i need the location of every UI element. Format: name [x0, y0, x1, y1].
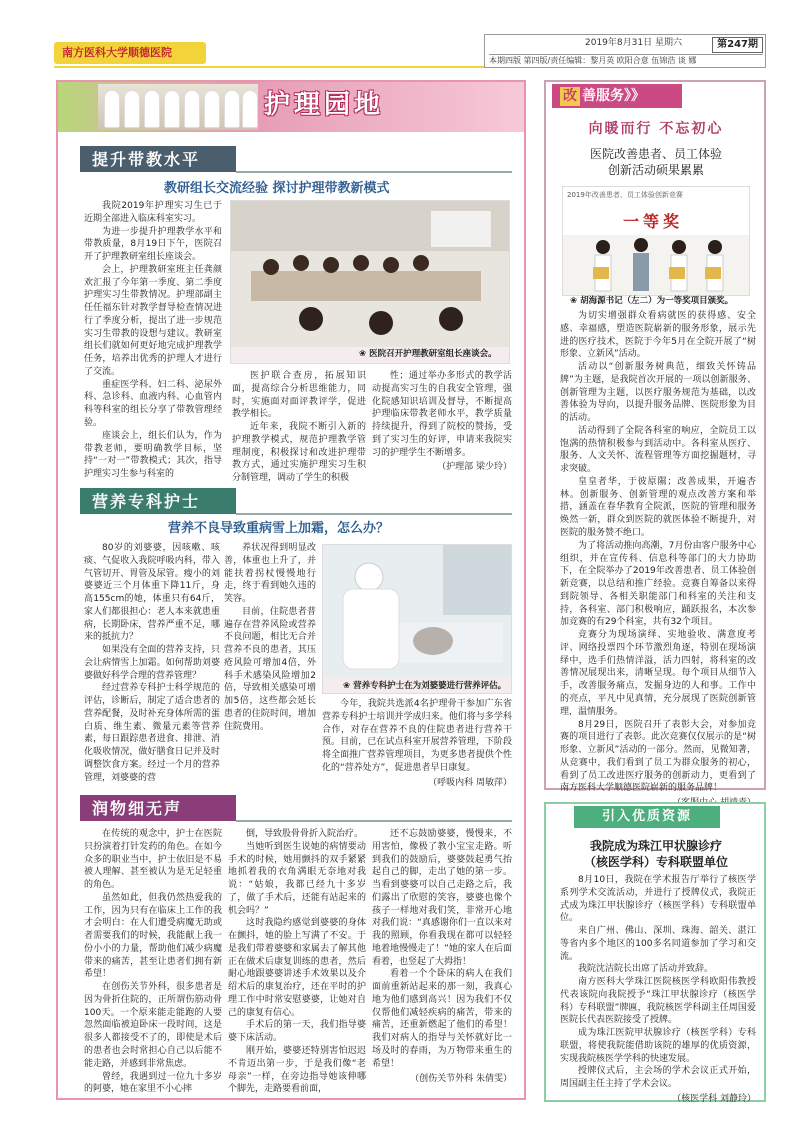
award-people [563, 235, 749, 295]
section-divider [236, 513, 512, 515]
paragraph: 为了将活动推向高潮，7月份由客户服务中心组织，并在宣传科、信息科等部门的大力协助下，在全院举办了2019年改善患者、员工体验创新竞赛，以总结和推广经验。竞赛自筹备以来得到院领导、各相关职能部门和科室的关注和支持，各科室、部门积极响应，踊跃报名，本次参加竞赛的有29个科室，共有32个项目。 [560, 540, 756, 628]
paragraph: 当她听到医生说她的病情要动手术的时候，她用颤抖的双手紧紧地抓着我的衣角满眼无奈地对我说：“姑娘，我都已经九十多岁了，做了手术后，还能有站起来的机会吗？” [228, 841, 366, 916]
paragraph: 重症医学科、妇二科、泌尿外科、急诊科、血液内科、心血管内科等科室的组长分享了带教管理经验。 [84, 379, 222, 429]
paragraph: 我院沈洁院长出席了活动并致辞。 [578, 964, 714, 975]
article-column [232, 370, 366, 484]
article-byline: （创伤关节外科 朱倩雯） [410, 1073, 512, 1084]
paragraph: 8月29日，医院召开了表彰大会，对参加竞赛的项目进行了表彰。此次竞赛仅仅展示的是“树形象、立新风”活动的一部分。然而，见微知著，从竞赛中，我们看到了员工为群众服务的初心，看到了员工改进医疗服务的创新动力，更看到了南方医科大学顺德医院崭新的服务品牌！ [560, 719, 756, 794]
issue-number: 第247期 [712, 37, 763, 53]
award-photo [562, 186, 750, 296]
nutrition-photo-image [323, 545, 511, 677]
caption-text: 营养专科护士在为刘婆婆进行营养评估。 [353, 681, 507, 691]
service-section-label [552, 84, 682, 108]
caption-text: 医院召开护理教研室组长座谈会。 [369, 349, 497, 359]
article-column [224, 542, 316, 738]
paragraph: 这时我隐约感觉到婆婆的身体在颤抖，她的脸上写满了不安。于是我们带着婆婆和家属去了解其他正在做术后康复训练的患者，然后耐心地跟婆婆讲述手术效果以及介绍术后的康复治疗，还在平时的护理工作中时常安慰婆婆，让她对自己的康复有信心。 [228, 918, 366, 1018]
paragraph: 竞赛分为现场演绎、实地验收、满意度考评、网络投票四个环节激烈角逐，特别在现场演绎中，选手们热情洋溢，活力四射，将科室的改善情况展现出来，清晰呈现。每个项目从细节入手，改善服务痛点，发掘身边的人和事。工作中的亮点，平凡中见真情，充分展现了医院创新管理，温情服务。 [560, 630, 756, 717]
service-subtitle [554, 146, 758, 178]
paragraph: 看着一个个卧床的病人在我们面前重新站起来的那一刻，我真心地为他们感到高兴！因为我们不仅仅帮他们减轻疾病的痛苦，带来的痛苦，还重新燃起了他们的希望！我们对病人的指导与关怀就好比一场及时的春雨，为万物带来重生的希望！ [372, 969, 512, 1069]
meeting-photo-caption [359, 349, 497, 360]
paragraph: 会上，护理教研室班主任龚颜欢汇报了今年第一季度、第二季度护理实习生带教情况。护理部副主任任福东针对教学督导检查情况进行了季度分析，提出了进一步规范实习生带教的设想与建议。教研室组长们就如何更好地完成护理教学任务，培养出优秀的护理人才进行了交流。 [84, 264, 222, 377]
paragraph: 还不忘鼓励婆婆，慢慢来，不用害怕，像极了教小宝宝走路。听到我们的鼓励后，婆婆鼓起勇气抬起自己的脚，走出了她的第一步。当看到婆婆可以自己走路之后，我们露出了欣慰的笑容，婆婆也像个孩子一样地对我们笑，非常开心地对我们说：“真感谢你们一直以来对我的照顾，你看我现在都可以轻轻地着地慢慢走了！”她的家人在后面看着，也竖起了大拇指！ [372, 829, 512, 967]
paragraph: 授牌仪式后，主会场的学术会议正式开始，周国副主任主持了学术会议。 [560, 1066, 756, 1090]
paragraph: 8月10日，我院在学术报告厅举行了核医学系列学术交流活动，并进行了授牌仪式，我院正式成为珠江甲状腺诊疗（核医学科）专科联盟单位。 [560, 875, 756, 924]
section-label-nutrition: 营养专科护士 [80, 488, 236, 514]
paragraph: 来自广州、佛山、深圳、珠海、韶关、湛江等省内多个地区的100多名同道参加了学习和交流。 [560, 926, 756, 962]
meeting-photo [230, 200, 510, 364]
subtitle-line: 医院改善患者、员工体验 [589, 147, 722, 161]
flower-icon: ❀ [570, 296, 581, 306]
section-divider [236, 820, 512, 822]
masthead [484, 34, 766, 68]
article-column [84, 542, 220, 794]
article-byline: （核医学科 刘静玲） [672, 1094, 756, 1105]
service-label-big: 改 [560, 87, 580, 106]
nurses-photo [98, 84, 258, 130]
paragraph: 手术后的第一天，我们指导婆婆下床活动。 [228, 1020, 366, 1044]
headline-line: （核医学科）专科联盟单位 [583, 855, 728, 870]
paragraph: 为进一步提升护理教学水平和带教质量，8月19日下午，医院召开了护理教研室组长座谈会。 [84, 226, 222, 263]
issue-date: 2019年8月31日 星期六 [585, 38, 682, 48]
logo-text: 南方医科大学顺德医院 [62, 46, 172, 59]
paragraph: 倒，导致股骨骨折入院治疗。 [246, 829, 364, 839]
paragraph: 近年来，我院不断引入新的护理教学模式，规范护理教学管理制度，积极探讨和改进护理带教方式，通过实施护理实习生积分制管理，调动了学生的积极 [232, 422, 366, 484]
paragraph: 成为珠江医院甲状腺诊疗（核医学科）专科联盟，将使我院能借助该院的雄厚的优质资源，实现我院核医学学科的快速发展。 [560, 1028, 756, 1064]
section-divider [236, 171, 512, 173]
paragraph: 南方医科大学珠江医院核医学科欧阳伟教授代表该院向我院授予“珠江甲状腺诊疗（核医学科）专科联盟”牌匾，我院核医学科副主任周国爱医院长代表医院接受了授牌。 [560, 977, 756, 1026]
hospital-logo [54, 42, 206, 64]
paragraph: 刚开始，婆婆还特别害怕迟迟不肯迈出第一步，于是我们像“老母亲”一样，在旁边指导她该伸哪个脚先，走路要看前面， [228, 1046, 366, 1095]
paragraph: 活动以“创新服务树典范，细致关怀铸品牌”为主题，是我院首次开展的一项以创新服务、创新管理为主题，以医疗服务规范为基础，以改善体验为导向，以提升服务品牌、医院形象为目的活动。 [560, 362, 756, 424]
paragraph: 我院2019年护理实习生已于近期全部进入临床科室实习。 [84, 201, 222, 224]
paragraph: 为切实增强群众看病就医的获得感、安全感、幸福感，塑造医院崭新的服务形象，展示先进的医疗技术，医院于今年5月在全院开展了“树形象、立新风”活动。 [560, 311, 756, 360]
resources-headline [556, 838, 756, 870]
article-column [322, 698, 512, 788]
header-divider [54, 66, 484, 68]
paragraph: 医护联合查房，拓展知识面，提高综合分析思维能力，同时，实施面对面评教评学，促进教学相长。 [232, 371, 366, 420]
service-slogan: 向暖而行 不忘初心 [588, 121, 724, 137]
section-label-teaching: 提升带教水平 [80, 146, 236, 172]
caption-text: 胡海源书记（左二）为一等奖项目颁奖。 [580, 296, 734, 306]
nutrition-photo [322, 544, 512, 694]
article-byline: （护理部 梁少玲） [437, 462, 512, 473]
nutrition-photo-caption [343, 681, 506, 692]
paragraph: 性；通过举办多形式的教学活动提高实习生的自我安全管理，强化院感知识培训及督导，不断提高护理临床带教老师水平，教学质量持续提升，得到了院校的赞扬，受到了实习生的好评，申请来我院实习的护理学生不断增多。 [372, 371, 512, 458]
subtitle-line: 创新活动硕果累累 [607, 163, 704, 178]
article-column [372, 370, 512, 480]
award-photo-caption [570, 296, 733, 307]
article-byline: （呼吸内科 周敏萍） [428, 777, 512, 788]
award-banner-text: 2019年改善患者、员工体验创新竞赛 [567, 191, 683, 199]
meeting-photo-image [231, 201, 509, 347]
resources-section-label: 引入优质资源 [574, 806, 720, 828]
resources-article [560, 874, 756, 1105]
article-column [84, 200, 222, 490]
paragraph: 座谈会上，组长们认为，作为带教老师，要明确教学目标，坚持“一对一”带教模式；其次，指导护理实习生参与科室的 [84, 430, 222, 480]
article-column [228, 828, 366, 1094]
paragraph: 养状况得到明显改善，体重也上升了，并能扶着拐杖慢慢地行走，终于看到她久违的笑容。 [224, 543, 316, 605]
flower-icon: ❀ [343, 681, 354, 691]
paragraph: 经过营养专科护士科学规范的评估，诊断后，制定了适合患者的营养配餐，及时补充身体所需的蛋白质、维生素、微量元素等营养素，每日跟踪患者进食、排泄、消化吸收情况，做好膳食日记并及时调整饮食方案。经过一个月的营养管理，刘婆婆的营 [84, 683, 220, 783]
article-headline-teaching: 教研组长交流经验 探讨护理带教新模式 [164, 181, 390, 196]
headline-line: 我院成为珠江甲状腺诊疗 [589, 839, 722, 853]
paragraph: 在创伤关节外科，很多患者是因为骨折住院的，正所谓伤筋动骨100天。一个原来能走能跑的人要忽然面临被迫卧床一段时间，这是很多人都接受不了的，即使是术后的患者也会时常担心自己以后能不能走路，并感到非常焦虑。 [84, 982, 222, 1069]
article-column [372, 828, 512, 1094]
paragraph: 如果没有全面的营养支持，只会让病情雪上加霜。如何帮助刘婆婆做好科学合理的营养管理？ [84, 645, 220, 681]
editor-info: 本期四版 第四版/责任编辑：黎月英 欧阳合意 伍锦浩 谈 娜 [489, 54, 763, 67]
paragraph: 目前，住院患者普遍存在营养风险或营养不良问题，相比无合并营养不良的患者，其压疮风险可增加4倍，外科手术感染风险增加2倍，导致相关感染可增加5倍，这些都会延长患者的住院时间，增加住院费用。 [224, 606, 316, 732]
service-label-rest: 善服务》》 [582, 88, 645, 104]
award-first-prize: 一等奖 [623, 212, 684, 231]
paragraph: 在传统的观念中，护士在医院只扮演着打针发药的角色。在如今众多的职业当中，护士依旧是不易被人理解、甚至被认为是无足轻重的角色。 [84, 829, 222, 891]
article-column [84, 828, 222, 1094]
paragraph: 皇皇者华，于彼原隰；改善成果，开遍杏林。创新服务、创新管理的观点改善方案和举措，涵盖在春华教育全院派，医院的管理和服务焕然一新，群众到医院的就医体验不断提升，对医院的服务赞不绝口。 [560, 476, 756, 539]
article-headline-nutrition: 营养不良导致重病雪上加霜，怎么办？ [168, 521, 390, 536]
paragraph: 活动得到了全院各科室的响应，全院员工以饱满的热情积极参与到活动中。各科室从医疗、服务、人文关怀、流程管理等方面挖掘题材，寻求突破。 [560, 425, 756, 475]
nursing-banner [58, 82, 524, 132]
paragraph: 曾经，我遇到过一位九十多岁的阿婆，她在家里不小心摔 [84, 1071, 222, 1095]
flower-icon: ❀ [359, 349, 370, 359]
paragraph: 80岁的刘婆婆，因咳嗽、咳痰、气促收入我院呼吸内科，带入气管切开、胃管及尿管。瘦小的刘婆婆近三个月体重下降11斤，身高155cm的她，体重只有64斤，家人们都很担心：老人本来就患重病，长期卧床，营养严重不足，哪来的抵抗力？ [84, 543, 220, 643]
paragraph: 今年，我院共选派4名护理骨干参加广东省营养专科护士培训并学成归来。他们将与多学科合作，对存在营养不良的住院患者进行营养干预。目前，已在试点科室开展营养管理，下阶段将全面推广营养管理项目，为更多患者提供个性化的“营养处方”，促进患者早日康复。 [322, 699, 512, 773]
paragraph: 虽然如此，但我仍然热爱我的工作，因为只有在临床上工作的我才会明白：在人们遭受病魔无助或者需要我们的时候，我能献上我一份小小的力量，帮助他们减少病魔带来的痛苦，甚至让患者们拥有新希望！ [84, 892, 222, 980]
section-label-story: 润物细无声 [80, 795, 236, 821]
service-article [560, 310, 756, 794]
nursing-banner-title: 护理园地 [264, 90, 385, 120]
